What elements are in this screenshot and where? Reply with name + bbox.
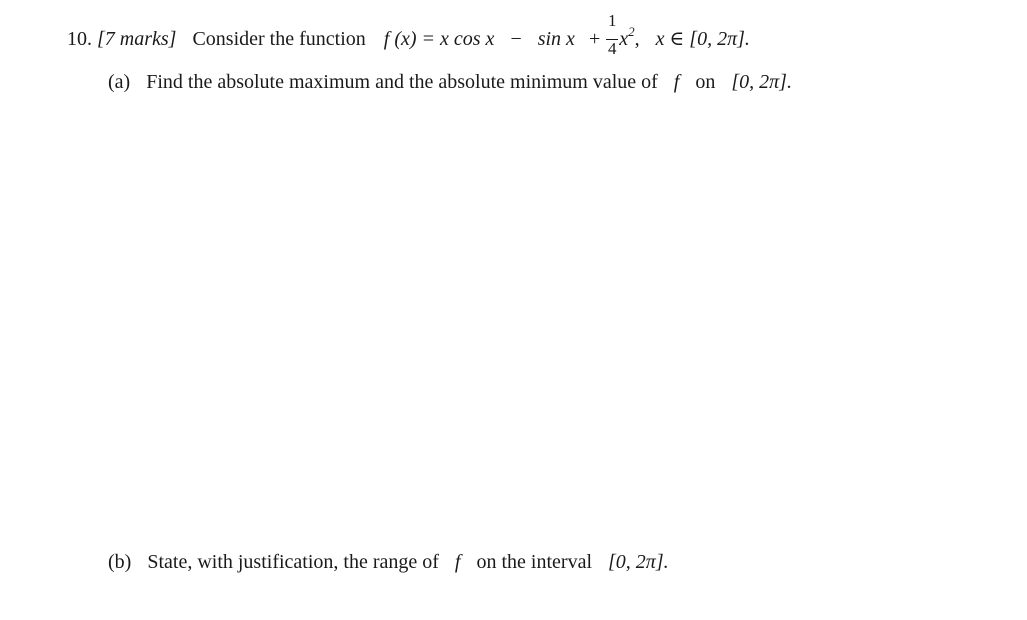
fraction-numerator: 1 <box>607 11 617 31</box>
function-term-sinx: sin x <box>537 28 575 50</box>
part-a-text: Find the absolute maximum and the absolute minimum value of <box>146 71 658 93</box>
function-term-x-squared: $x^2$ <box>619 24 635 50</box>
part-a-label: (a) <box>108 71 131 93</box>
fraction-denominator: 4 <box>607 39 617 59</box>
function-term-xcosx: x cos x <box>440 28 495 50</box>
part-a-interval: [0, 2π]. <box>731 71 792 93</box>
question-intro: Consider the function <box>192 28 366 50</box>
question-header <box>67 11 750 59</box>
part-b-text: State, with justification, the range of <box>147 551 439 573</box>
part-b <box>108 550 669 574</box>
question-marks: [7 marks] <box>97 28 177 50</box>
part-b-label: (b) <box>108 551 132 573</box>
part-a <box>108 70 792 94</box>
part-b-tail: on the interval <box>476 551 593 573</box>
function-comma: , <box>634 28 640 50</box>
part-b-var: f <box>454 551 461 573</box>
function-lhs: f (x) = <box>383 28 436 50</box>
function-plus: + <box>588 28 601 50</box>
fraction-one-quarter <box>606 11 618 59</box>
question-number: 10. <box>67 28 92 50</box>
part-a-var: f <box>673 71 680 93</box>
function-domain: x ∈ [0, 2π]. <box>655 28 750 50</box>
function-minus: − <box>510 28 522 50</box>
part-b-interval: [0, 2π]. <box>608 551 669 573</box>
part-a-on: on <box>695 71 716 93</box>
